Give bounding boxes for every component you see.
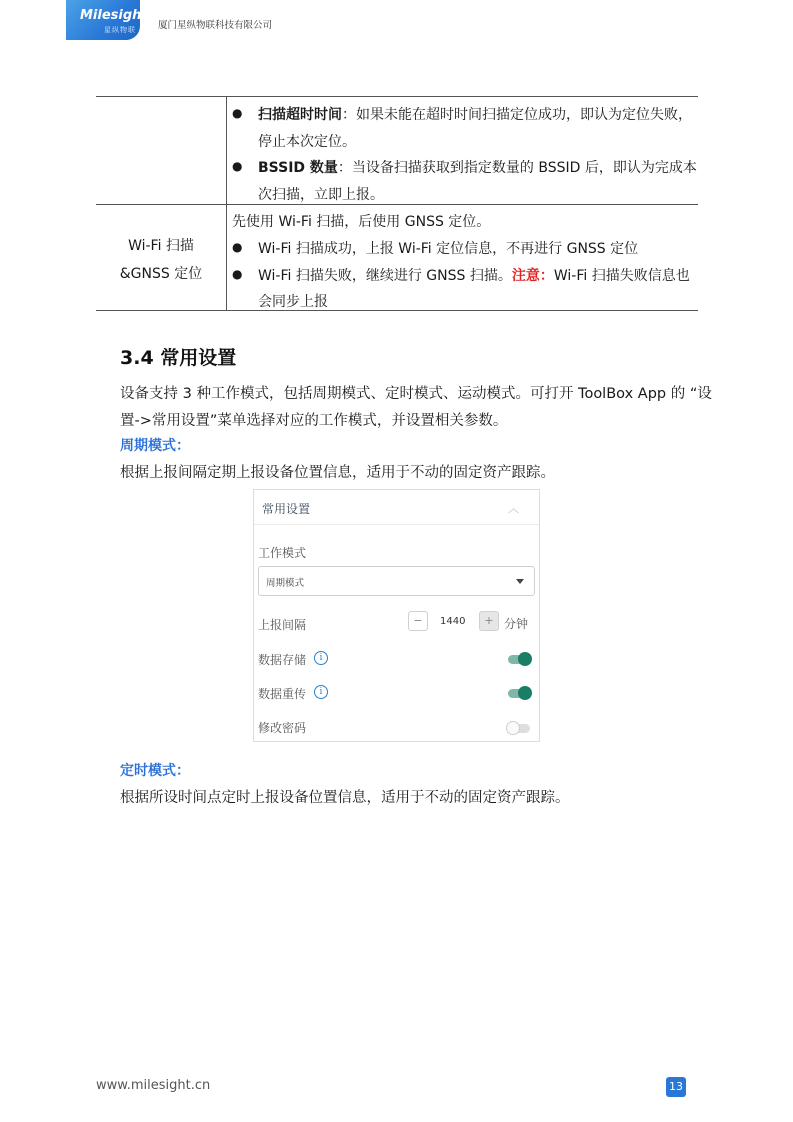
- toggle-knob: [506, 721, 520, 735]
- bssid-count-cont: 次扫描，立即上报。: [258, 187, 384, 203]
- data-retransmit-label: 数据重传: [258, 687, 307, 701]
- table-border-top: [96, 96, 698, 97]
- intro-line-2: 置->常用设置”菜单选择对应的工作模式，并设置相关参数。: [120, 413, 508, 429]
- card-title: 常用设置: [262, 502, 311, 516]
- mode-intro: 先使用 Wi-Fi 扫描，后使用 GNSS 定位。: [232, 214, 491, 230]
- logo-name: Milesight: [80, 8, 148, 23]
- intro-line-1: 设备支持 3 种工作模式，包括周期模式、定时模式、运动模式。可打开 ToolBox App 的 “设: [120, 386, 712, 402]
- wifi-fail-cont: 会同步上报: [258, 294, 328, 310]
- scan-timeout-text: ：如果未能在超时时间扫描定位成功，即认为定位失败，: [342, 107, 692, 123]
- interval-value[interactable]: 1440: [440, 616, 466, 627]
- change-password-toggle[interactable]: [508, 724, 530, 733]
- company-name: 厦门星纵物联科技有限公司: [158, 20, 273, 31]
- periodic-mode-label: 周期模式：: [120, 438, 190, 454]
- bullet-icon: ●: [232, 106, 243, 120]
- page-number: 13: [666, 1077, 686, 1097]
- scan-timeout-cont: 停止本次定位。: [258, 134, 356, 150]
- interval-increment-button[interactable]: +: [479, 611, 499, 631]
- toggle-knob: [518, 652, 532, 666]
- timed-mode-label: 定时模式：: [120, 763, 190, 779]
- bssid-count-line: [258, 157, 697, 177]
- scan-timeout-term: 扫描超时时间: [258, 107, 342, 123]
- info-icon[interactable]: i: [314, 651, 328, 665]
- chevron-up-icon[interactable]: ︿: [508, 502, 519, 515]
- data-storage-label: 数据存储: [258, 653, 307, 667]
- interval-unit: 分钟: [504, 617, 529, 631]
- scan-timeout-line: [258, 104, 692, 124]
- wifi-fail-line: [258, 265, 690, 285]
- change-password-label: 修改密码: [258, 721, 307, 735]
- periodic-mode-desc: 根据上报间隔定期上报设备位置信息，适用于不动的固定资产跟踪。: [120, 465, 555, 481]
- timed-mode-desc: 根据所设时间点定时上报设备位置信息，适用于不动的固定资产跟踪。: [120, 790, 570, 806]
- general-settings-card: [253, 489, 540, 742]
- toggle-knob: [518, 686, 532, 700]
- footer-url[interactable]: www.milesight.cn: [96, 1078, 211, 1093]
- bullet-icon: ●: [232, 159, 243, 173]
- table-border-bottom: [96, 310, 698, 311]
- note-label: 注意：: [511, 268, 554, 284]
- data-storage-toggle[interactable]: [508, 655, 530, 664]
- bssid-count-term: BSSID 数量: [258, 160, 338, 176]
- card-header[interactable]: [254, 490, 539, 525]
- data-retransmit-toggle[interactable]: [508, 689, 530, 698]
- caret-down-icon: [516, 579, 524, 584]
- wifi-success-line: Wi-Fi 扫描成功，上报 Wi-Fi 定位信息，不再进行 GNSS 定位: [258, 241, 639, 257]
- interval-decrement-button[interactable]: −: [408, 611, 428, 631]
- bullet-icon: ●: [232, 267, 243, 281]
- logo-subtitle: 星纵物联: [104, 26, 136, 34]
- bssid-count-text: ：当设备扫描获取到指定数量的 BSSID 后，即认为完成本: [337, 160, 697, 176]
- interval-label: 上报间隔: [258, 618, 307, 632]
- info-icon[interactable]: i: [314, 685, 328, 699]
- table-row-divider: [96, 204, 698, 205]
- section-title: 3.4 常用设置: [120, 347, 237, 369]
- work-mode-select[interactable]: [258, 566, 535, 596]
- table-column-divider: [226, 96, 227, 310]
- work-mode-label: 工作模式: [258, 546, 307, 560]
- mode-name-line1: Wi-Fi 扫描: [128, 238, 194, 254]
- wifi-fail-text: Wi-Fi 扫描失败，继续进行 GNSS 扫描。: [258, 268, 512, 284]
- mode-name-line2: &GNSS 定位: [119, 266, 203, 282]
- bullet-icon: ●: [232, 240, 243, 254]
- wifi-fail-note: Wi-Fi 扫描失败信息也: [553, 268, 690, 284]
- work-mode-value: 周期模式: [266, 578, 305, 589]
